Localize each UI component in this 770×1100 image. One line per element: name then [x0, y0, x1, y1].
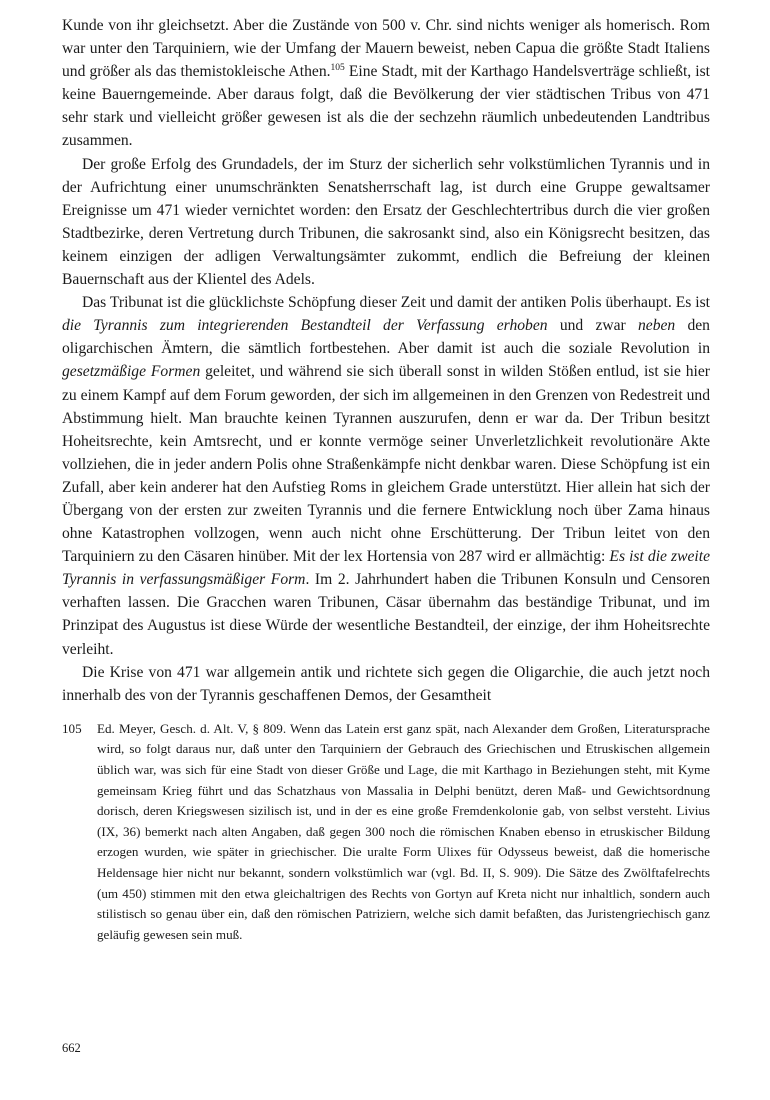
- italic-emphasis: Es ist die zweite Tyrannis in verfassungsmäßiger Form: [62, 548, 710, 589]
- footnote-reference-105: 105: [330, 63, 345, 73]
- text-run: Der große Erfolg des Grundadels, der im Sturz der sicherlich sehr volkstümlichen Tyrannis und in der Aufrichtung einer unumschränkten Senatsherrschaft lag, ist durch eine Gruppe gewaltsamer Ereignisse um 471 wieder vernichtet worden: den Ersatz der Geschlechtertribus durch die vier großen Stadtbezirke, deren Vertretung durch Tribunen, die sakrosankt sind, also ein Königsrecht besitzen, das keinem einzigen der adligen Verwaltungsämter zukommt, endlich die Befreiung der kleinen Bauernschaft aus der Klientel des Adels.: [62, 155, 710, 289]
- main-text: [62, 14, 710, 707]
- footnote-text: Ed. Meyer, Gesch. d. Alt. V, § 809. Wenn das Latein erst ganz spät, nach Alexander dem Großen, Literatursprache wird, so folgt daraus nur, daß unter den Tarquiniern der Gebrauch des Griechischen und Etruskischen allgemein üblich war, was sich für eine Stadt von dieser Größe und Lage, die mit Karthago in Beziehungen steht, mit Kyme gemeinsam Krieg führt und das Schatzhaus von Massalia in Delphi benützt, deren Maß- und Gewichtsordnung dorisch, deren Kriegswesen sizilisch ist, und in der es eine große Fremdenkolonie gab, von selbst versteht. Livius (IX, 36) bemerkt nach alten Angaben, daß gegen 300 noch die römischen Knaben ebenso in etruskischer Bildung erzogen wurden, wie später in griechischer. Die uralte Form Ulixes für Odysseus beweist, daß die homerische Heldensage hier nicht nur bekannt, sondern volkstümlich war (vgl. Bd. II, S. 909). Die Sätze des Zwölftafelrechts (um 450) stimmen mit den etwa gleichaltrigen des Rechts von Gortyn auf Kreta nicht nur inhaltlich, sondern auch stilistisch so genau über ein, daß den römischen Patriziern, welche sich damit befaßten, das Juristengriechisch ganz geläufig gewesen sein muß.: [97, 720, 710, 942]
- paragraph-1: [62, 14, 710, 153]
- text-run: Das Tribunat ist die glücklichste Schöpfung dieser Zeit und damit der antiken Polis überhaupt. Es ist: [82, 294, 710, 312]
- text-run: Eine Stadt, mit der Karthago Handelsverträge schließt, ist keine Bauerngemeinde. Aber daraus folgt, daß die Bevölkerung der vier städtischen Tribus von 471 sehr stark und vielleicht größer gewesen ist als die der sechzehn räumlich unbedeutenden Landtribus zusammen.: [62, 63, 710, 150]
- text-run: geleitet, und während sie sich überall sonst in wilden Stößen entlud, ist sie hier zu einem Kampf auf dem Forum geworden, der sich im allgemeinen in den Grenzen von Redestreit und Abstimmung hielt. Man brauchte keinen Tyrannen auszurufen, denn er war da. Der Tribun besitzt Hoheitsrechte, kein Amtsrecht, und er konnte vermöge seiner Unverletzlichkeit revolutionäre Akte vollziehen, die in jeder andern Polis ohne Straßenkämpfe nicht denkbar waren. Diese Schöpfung ist ein Zufall, aber kein anderer hat den Aufstieg Roms in gleichem Grade unterstützt. Hier allein hat sich der Übergang von der ersten zur zweiten Tyrannis und die fernere Entwicklung noch über Zama hinaus ohne Katastrophen vollzogen, wenn auch nicht ohne Erschütterung. Der Tribun leitet von den Tarquiniern zu den Cäsaren hinüber. Mit der lex Hortensia von 287 wird er allmächtig:: [62, 363, 710, 566]
- text-run: und zwar: [547, 317, 638, 335]
- text-run: . Im 2. Jahrhundert haben die Tribunen Konsuln und Censoren verhaften lassen. Die Gracchen waren Tribunen, Cäsar übernahm das beständige Tribunat, und im Prinzipat des Augustus ist diese Würde der wesentliche Bestandteil, der einzige, der ihm Hoheitsrechte verleiht.: [62, 571, 710, 658]
- italic-emphasis: die Tyrannis zum integrierenden Bestandteil der Verfassung erhoben: [62, 317, 548, 335]
- italic-emphasis: neben: [637, 317, 676, 335]
- page-number: 662: [62, 1041, 81, 1055]
- text-run: Kunde von ihr gleichsetzt. Aber die Zustände von 500 v. Chr. sind nichts weniger als homerisch. Rom war unter den Tarquiniern, wie der Umfang der Mauern beweist, neben Capua die größte Stadt Italiens und größer als das themistokleische Athen.: [62, 17, 710, 81]
- book-page: [62, 14, 710, 945]
- paragraph-3: [62, 291, 710, 661]
- footnote-number: 105: [62, 720, 82, 736]
- paragraph-4: [62, 661, 710, 707]
- footnotes: [62, 719, 710, 946]
- text-run: den oligarchischen Ämtern, die sämtlich fortbestehen. Aber damit ist auch die soziale Revolution in: [62, 317, 710, 358]
- text-run: Die Krise von 471 war allgemein antik und richtete sich gegen die Oligarchie, die auch jetzt noch innerhalb des von der Tyrannis geschaffenen Demos, der Gesamtheit: [62, 663, 710, 704]
- paragraph-2: [62, 153, 710, 292]
- italic-emphasis: gesetzmäßige Formen: [62, 363, 201, 381]
- footnote-105: [62, 719, 710, 946]
